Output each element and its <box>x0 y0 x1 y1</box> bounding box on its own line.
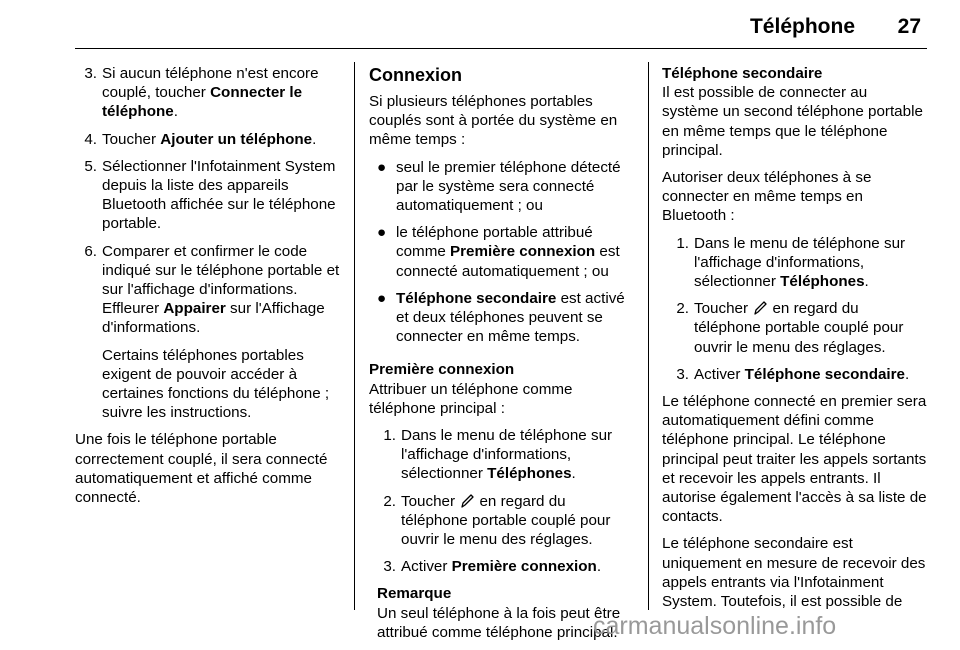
column-left <box>75 64 353 515</box>
list-item <box>75 64 353 122</box>
menu-label: Ajouter un téléphone <box>160 130 313 148</box>
step-number: 6. <box>84 242 97 260</box>
list-item <box>75 130 353 149</box>
step-number: 2. <box>383 492 396 510</box>
step-text: . <box>312 130 317 148</box>
step-number: 1. <box>383 427 396 445</box>
column-right <box>662 64 927 619</box>
page-number: 27 <box>897 15 921 38</box>
bullet-icon: ● <box>377 158 387 176</box>
menu-label: Téléphone secondaire <box>396 289 557 307</box>
list-item <box>667 299 927 357</box>
note-text: Un seul téléphone à la fois peut être attribué comme téléphone principal. <box>377 604 621 641</box>
sub-heading: Première connexion <box>369 361 515 379</box>
list-item <box>369 223 633 281</box>
list-item <box>374 492 633 550</box>
step-number: 2. <box>676 300 689 318</box>
bullet-text: est activé et deux téléphones peuvent se connecter en même temps. <box>396 289 625 346</box>
column-middle <box>369 64 633 650</box>
list-item <box>75 242 353 338</box>
paragraph: Le téléphone secondaire est uniquement en mesure de recevoir des appels entrants via l'Infotainment System. Toutefois, il est possible de <box>662 535 926 611</box>
step-text: en regard du téléphone portable couplé pour ouvrir le menu des réglages. <box>694 300 904 356</box>
step-text: Si aucun téléphone n'est encore couplé, toucher <box>102 65 319 102</box>
paragraph: Autoriser deux téléphones à se connecter en même temps en Bluetooth : <box>662 169 872 225</box>
step-text: Toucher <box>401 492 460 510</box>
bullet-text: est connecté automatiquement ; ou <box>396 243 620 280</box>
watermark: carmanualsonline.info <box>593 612 837 640</box>
step-text: sur l'Affichage d'informations. <box>102 300 325 337</box>
bullet-text: seul le premier téléphone détecté par le système sera connecté automatiquement ; ou <box>396 158 621 215</box>
step-text: Toucher <box>694 300 753 318</box>
step-text: . <box>905 365 910 383</box>
menu-label: Connecter le téléphone <box>102 84 303 121</box>
menu-label: Téléphones <box>780 273 865 291</box>
list-item <box>369 158 633 216</box>
step-number: 5. <box>84 157 97 175</box>
page-title: Téléphone <box>749 15 855 38</box>
list-item <box>369 289 633 347</box>
bullet-text: le téléphone portable attribué comme <box>396 224 593 261</box>
step-text: . <box>571 465 576 483</box>
step-text: Dans le menu de téléphone sur l'affichage d'informations, sélectionner <box>694 234 906 291</box>
step-text: . <box>173 103 178 121</box>
list-item <box>75 157 353 234</box>
step-note: Certains téléphones portables exigent de pouvoir accéder à certaines fonctions du téléphone ; suivre les instructions. <box>102 346 330 422</box>
step-text: Sélectionner l'Infotainment System depuis la liste des appareils Bluetooth affichée sur le téléphone portable. <box>102 157 336 233</box>
paragraph: Une fois le téléphone portable correctement couplé, il sera connecté automatiquement et affiché comme connecté. <box>75 431 328 507</box>
menu-label: Première connexion <box>450 243 596 261</box>
column-divider <box>354 62 355 610</box>
column-divider <box>648 62 649 610</box>
list-item <box>374 426 633 484</box>
step-text: Dans le menu de téléphone sur l'affichage d'informations, sélectionner <box>401 427 613 483</box>
step-text: Comparer et confirmer le code indiqué sur le téléphone portable et sur l'affichage d'informations. Effleurer <box>102 242 340 318</box>
step-number: 3. <box>676 365 689 383</box>
list-item <box>374 557 633 576</box>
step-text: . <box>864 273 869 291</box>
step-text: Toucher <box>102 130 161 148</box>
pen-icon <box>459 493 475 509</box>
menu-label: Première connexion <box>451 558 597 576</box>
step-text: Activer <box>694 365 745 383</box>
paragraph: Attribuer un téléphone comme téléphone principal : <box>369 380 573 417</box>
step-number: 3. <box>383 558 396 576</box>
step-number: 1. <box>676 234 689 252</box>
page-header <box>75 0 927 49</box>
section-heading: Connexion <box>369 65 462 85</box>
section-heading: Téléphone secondaire <box>662 65 823 82</box>
step-text: en regard du téléphone portable couplé pour ouvrir le menu des réglages. <box>401 492 611 549</box>
menu-label: Téléphone secondaire <box>744 365 905 383</box>
menu-label: Téléphones <box>487 465 572 483</box>
step-text: Activer <box>401 558 452 576</box>
paragraph: Le téléphone connecté en premier sera automatiquement défini comme téléphone principal. Le téléphone principal peut traiter les appels sortants et recevoir les appels entrants. Il autorise également l'accès à sa liste de contacts. <box>662 393 927 526</box>
pen-icon <box>752 300 768 316</box>
note-heading: Remarque <box>377 585 452 603</box>
list-item <box>667 365 927 384</box>
bullet-icon: ● <box>377 289 387 307</box>
list-item <box>667 234 927 292</box>
paragraph: Il est possible de connecter au système un second téléphone portable en même temps que le téléphone principal. <box>662 84 923 159</box>
bullet-icon: ● <box>377 224 387 242</box>
step-number: 3. <box>84 65 97 82</box>
paragraph: Si plusieurs téléphones portables couplés sont à portée du système en même temps : <box>369 93 618 149</box>
menu-label: Appairer <box>163 300 226 318</box>
step-text: . <box>596 558 602 576</box>
step-number: 4. <box>84 130 97 148</box>
